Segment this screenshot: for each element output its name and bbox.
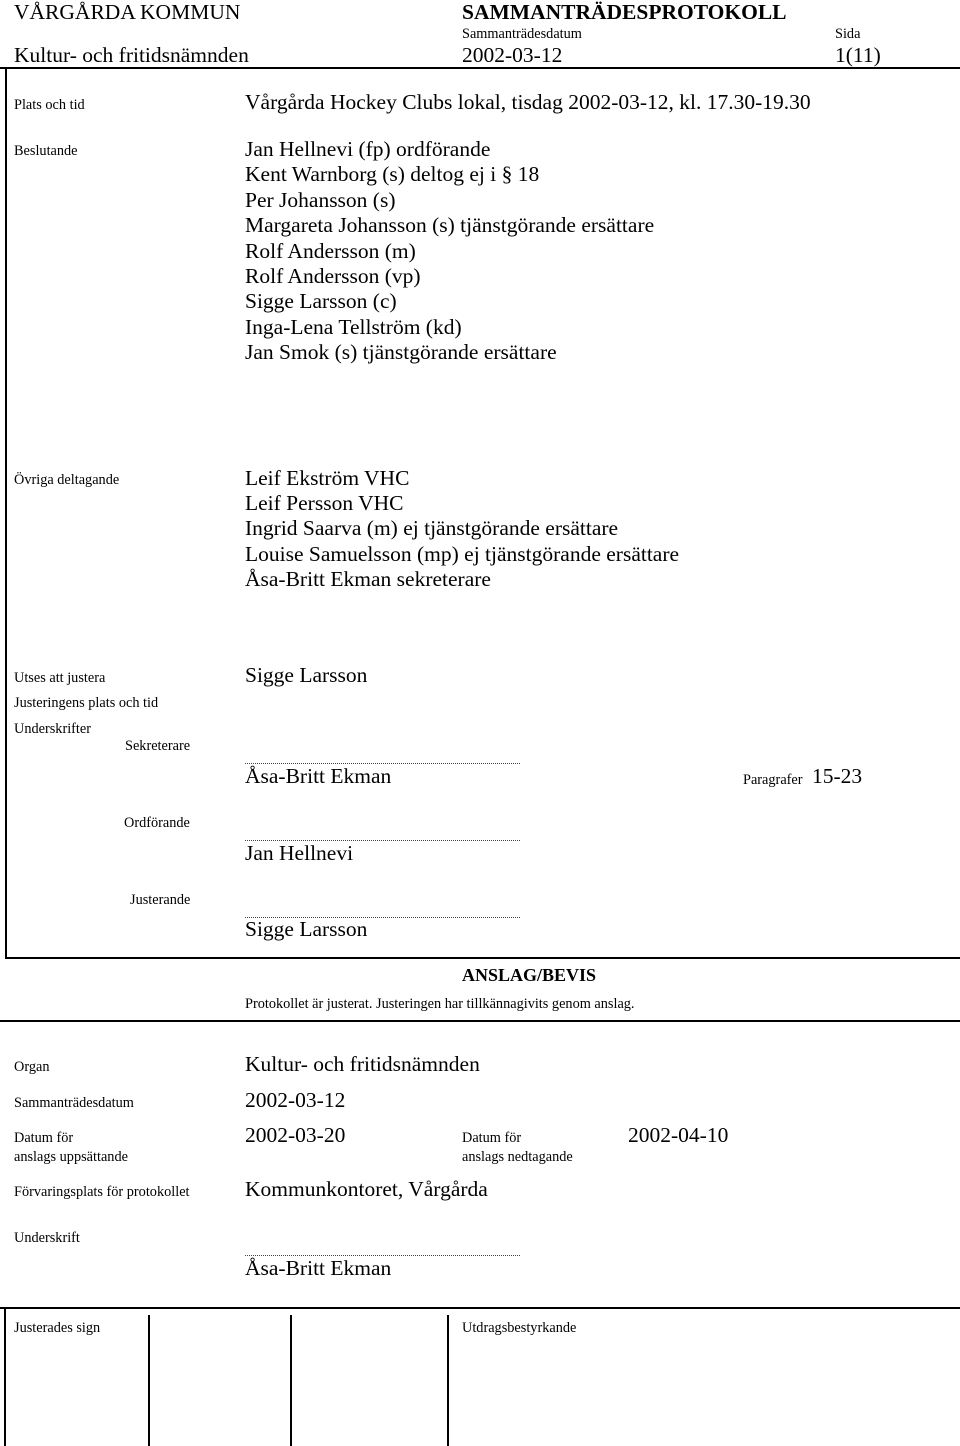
list-item: Leif Ekström VHC xyxy=(245,466,410,490)
committee-name: Kultur- och fritidsnämnden xyxy=(14,43,249,67)
posted-date-label-line2: anslags uppsättande xyxy=(14,1149,128,1165)
list-item: Sigge Larsson (c) xyxy=(245,289,397,314)
list-item: Per Johansson (s) xyxy=(245,187,396,212)
list-item: Leif Persson VHC xyxy=(245,491,404,516)
removed-date-label: Datum för xyxy=(462,1130,522,1146)
other-participants-list xyxy=(245,466,679,592)
storage-label: Förvaringsplats för protokollet xyxy=(14,1184,190,1200)
meeting-date: 2002-03-12 xyxy=(462,43,563,67)
signature-label: Underskrift xyxy=(14,1230,80,1246)
page-label: Sida xyxy=(835,26,861,42)
footer-column-divider xyxy=(148,1315,150,1446)
footer-border-left xyxy=(4,1307,6,1446)
list-item: Kent Warnborg (s) deltog ej i § 18 xyxy=(245,162,540,187)
footer-divider xyxy=(0,1307,960,1309)
adjuster-name: Sigge Larsson xyxy=(245,917,368,941)
list-item: Jan Hellnevi (fp) ordförande xyxy=(245,137,491,161)
signatures-label: Underskrifter xyxy=(14,721,92,737)
adjuster-label: Justerande xyxy=(130,892,191,908)
left-border xyxy=(5,68,7,958)
list-item: Åsa-Britt Ekman sekreterare xyxy=(245,566,491,591)
document-type: SAMMANTRÄDESPROTOKOLL xyxy=(462,0,787,24)
appointed-adjuster: Sigge Larsson xyxy=(245,663,368,687)
decision-makers-list xyxy=(245,137,654,366)
list-item: Inga-Lena Tellström (kd) xyxy=(245,314,462,339)
page-number: 1(11) xyxy=(835,43,881,67)
appointed-adjuster-label: Utses att justera xyxy=(14,670,106,686)
section-divider xyxy=(5,957,960,959)
storage-value: Kommunkontoret, Vårgårda xyxy=(245,1177,488,1201)
list-item: Margareta Johansson (s) tjänstgörande ersättare xyxy=(245,213,655,238)
chair-name: Jan Hellnevi xyxy=(245,841,354,865)
place-time-value: Vårgårda Hockey Clubs lokal, tisdag 2002-03-12, kl. 17.30-19.30 xyxy=(245,90,811,114)
notice-statement: Protokollet är justerat. Justeringen har tillkännagivits genom anslag. xyxy=(245,996,635,1012)
notice-divider xyxy=(0,1020,960,1022)
footer-column-divider xyxy=(290,1315,292,1446)
organ-label: Organ xyxy=(14,1059,50,1075)
list-item: Jan Smok (s) tjänstgörande ersättare xyxy=(245,340,557,365)
adjustment-place-time-label: Justeringens plats och tid xyxy=(14,695,159,711)
municipality-name: VÅRGÅRDA KOMMUN xyxy=(14,0,241,24)
signatory-name: Åsa-Britt Ekman xyxy=(245,1256,392,1280)
posted-date: 2002-03-20 xyxy=(245,1123,346,1147)
list-item: Louise Samuelsson (mp) ej tjänstgörande ersättare xyxy=(245,541,680,566)
secretary-name: Åsa-Britt Ekman xyxy=(245,764,392,788)
removed-date: 2002-04-10 xyxy=(628,1123,729,1147)
other-participants-label: Övriga deltagande xyxy=(14,472,120,488)
paragraphs-label: Paragrafer xyxy=(743,772,803,788)
meeting-date-label: Sammanträdesdatum xyxy=(462,26,582,42)
list-item: Rolf Andersson (m) xyxy=(245,238,416,263)
adjusted-sign-label: Justerades sign xyxy=(14,1320,101,1336)
removed-date-label-line2: anslags nedtagande xyxy=(462,1149,573,1165)
notice-meeting-date-label: Sammanträdesdatum xyxy=(14,1095,134,1111)
notice-meeting-date: 2002-03-12 xyxy=(245,1088,346,1112)
posted-date-label: Datum för xyxy=(14,1130,74,1146)
decision-makers-label: Beslutande xyxy=(14,143,78,159)
place-time-label: Plats och tid xyxy=(14,97,85,113)
paragraphs-value: 15-23 xyxy=(812,764,863,788)
list-item: Rolf Andersson (vp) xyxy=(245,263,421,288)
secretary-label: Sekreterare xyxy=(125,738,191,754)
chair-label: Ordförande xyxy=(124,815,190,831)
organ-value: Kultur- och fritidsnämnden xyxy=(245,1052,480,1076)
notice-title: ANSLAG/BEVIS xyxy=(462,965,597,985)
header-divider xyxy=(0,67,960,69)
footer-column-divider xyxy=(447,1315,449,1446)
extract-certification-label: Utdragsbestyrkande xyxy=(462,1320,577,1336)
list-item: Ingrid Saarva (m) ej tjänstgörande ersättare xyxy=(245,516,619,541)
